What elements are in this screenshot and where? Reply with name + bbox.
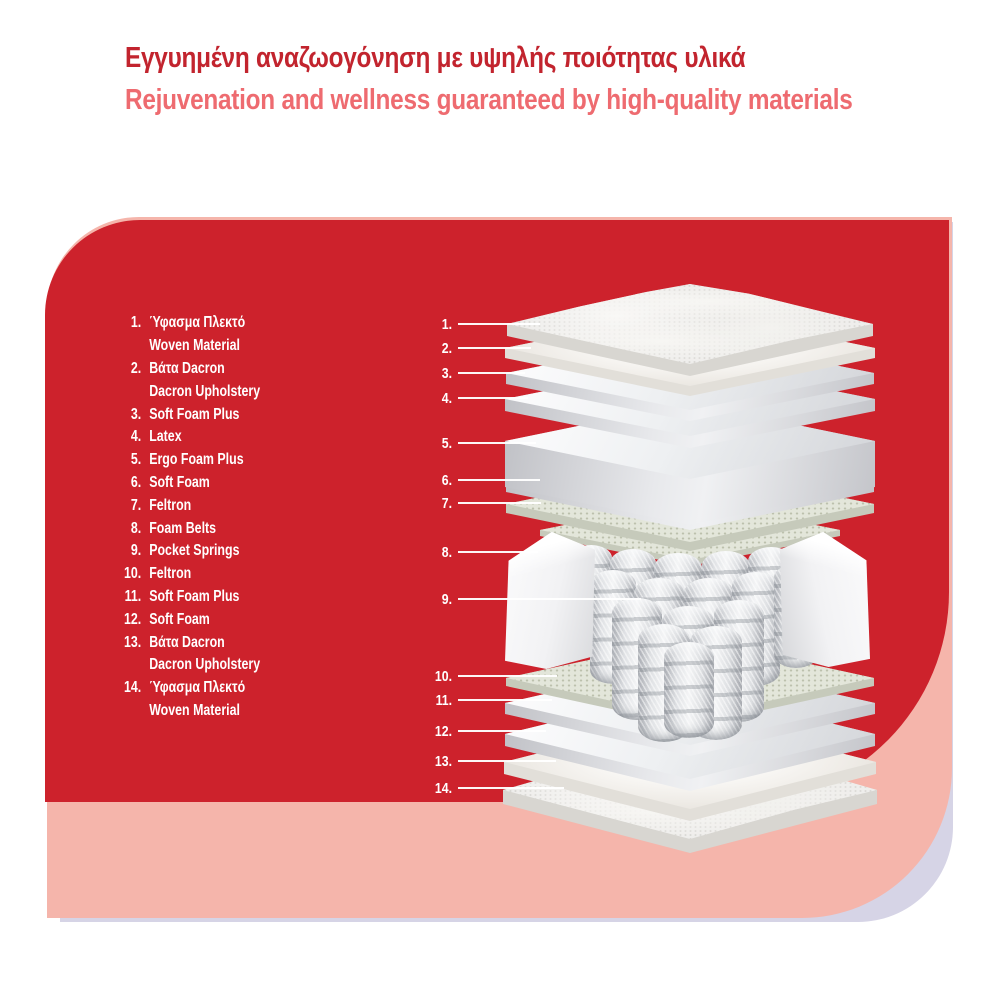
legend-item-subline xyxy=(122,380,260,403)
callout-line xyxy=(458,442,536,444)
callout-number: 9. xyxy=(441,590,452,608)
legend-label: Ergo Foam Plus xyxy=(149,451,244,469)
legend-label: Woven Material xyxy=(149,701,240,719)
legend-label: Βάτα Dacron xyxy=(149,633,225,651)
legend-item-subline xyxy=(122,335,260,358)
legend-item-subline xyxy=(122,700,260,723)
legend-item-11 xyxy=(122,586,260,609)
callout-line xyxy=(458,760,556,762)
callout-5 xyxy=(414,434,536,452)
callout-line xyxy=(458,479,540,481)
callout-number: 12. xyxy=(434,722,452,740)
callout-line xyxy=(458,598,641,600)
legend-item-10 xyxy=(122,563,260,586)
callout-number: 8. xyxy=(441,543,452,561)
legend-item-12 xyxy=(122,608,260,631)
callout-line xyxy=(458,372,525,374)
legend-item-subline xyxy=(122,654,260,677)
legend-label: Dacron Upholstery xyxy=(149,656,261,674)
legend-number: 9. xyxy=(130,542,142,560)
callout-13 xyxy=(414,752,556,770)
legend-label: Soft Foam xyxy=(149,610,210,628)
callout-4 xyxy=(414,389,528,407)
legend-number: 3. xyxy=(130,405,142,423)
legend-item-13 xyxy=(122,631,260,654)
callout-number: 11. xyxy=(435,691,452,709)
callout-11 xyxy=(414,691,552,709)
legend-label: Feltron xyxy=(149,496,192,514)
callout-number: 13. xyxy=(434,752,452,770)
callout-number: 1. xyxy=(441,315,452,333)
page-title-greek: Εγγυημένη αναζωογόνηση με υψηλής ποιότητας υλικά xyxy=(125,42,746,74)
legend-item-1 xyxy=(122,312,260,335)
callout-line xyxy=(458,323,540,325)
legend-label: Feltron xyxy=(149,565,192,583)
callout-line xyxy=(458,502,541,504)
callout-number: 4. xyxy=(441,389,452,407)
legend-label: Woven Material xyxy=(149,337,240,355)
legend-item-14 xyxy=(122,677,260,700)
legend-item-5 xyxy=(122,449,260,472)
callout-number: 14. xyxy=(434,779,452,797)
materials-legend xyxy=(122,312,260,722)
legend-number: 12. xyxy=(123,610,142,628)
legend-label: Βάτα Dacron xyxy=(149,359,225,377)
callout-12 xyxy=(414,722,546,740)
legend-item-8 xyxy=(122,517,260,540)
pocket-spring-coil xyxy=(664,642,714,738)
callout-6 xyxy=(414,471,540,489)
callout-line xyxy=(458,787,564,789)
callout-9 xyxy=(414,590,641,608)
legend-label: Soft Foam xyxy=(149,473,210,491)
legend-label: Ύφασμα Πλεκτό xyxy=(149,314,246,332)
layer-top-face xyxy=(507,284,873,364)
legend-number: 6. xyxy=(130,473,142,491)
legend-label: Soft Foam Plus xyxy=(149,405,240,423)
mattress-layer-1 xyxy=(507,284,873,376)
legend-label: Soft Foam Plus xyxy=(149,587,240,605)
callout-number: 5. xyxy=(441,434,452,452)
legend-number: 13. xyxy=(123,633,142,651)
callout-line xyxy=(458,730,546,732)
callout-number: 3. xyxy=(441,364,452,382)
legend-number: 2. xyxy=(130,359,142,377)
callout-line xyxy=(458,347,531,349)
callout-7 xyxy=(414,494,541,512)
legend-number: 4. xyxy=(130,428,142,446)
legend-number: 5. xyxy=(130,451,142,469)
callout-line xyxy=(458,397,528,399)
legend-number: 1. xyxy=(130,314,142,332)
callout-8 xyxy=(414,543,538,561)
callout-number: 7. xyxy=(441,494,452,512)
legend-number: 10. xyxy=(123,565,142,583)
legend-item-7 xyxy=(122,494,260,517)
legend-number: 7. xyxy=(130,496,142,514)
legend-item-6 xyxy=(122,472,260,495)
callout-number: 2. xyxy=(441,339,452,357)
legend-label: Ύφασμα Πλεκτό xyxy=(149,679,246,697)
legend-label: Latex xyxy=(149,428,182,446)
foam-belt-block-right xyxy=(780,532,870,667)
legend-item-3 xyxy=(122,403,260,426)
legend-item-2 xyxy=(122,358,260,381)
legend-item-4 xyxy=(122,426,260,449)
legend-label: Pocket Springs xyxy=(149,542,240,560)
callout-14 xyxy=(414,779,564,797)
legend-number: 14. xyxy=(123,679,142,697)
page-title-english: Rejuvenation and wellness guaranteed by high-quality materials xyxy=(125,84,853,116)
callout-number: 6. xyxy=(441,471,452,489)
callout-number: 10. xyxy=(434,667,452,685)
callout-line xyxy=(458,675,557,677)
legend-number: 11. xyxy=(124,587,142,605)
callout-1 xyxy=(414,315,540,333)
legend-item-9 xyxy=(122,540,260,563)
callout-10 xyxy=(414,667,557,685)
legend-label: Foam Belts xyxy=(149,519,217,537)
legend-label: Dacron Upholstery xyxy=(149,382,261,400)
callout-line xyxy=(458,699,552,701)
callout-line xyxy=(458,551,538,553)
callout-2 xyxy=(414,339,531,357)
callout-3 xyxy=(414,364,525,382)
legend-number: 8. xyxy=(130,519,142,537)
